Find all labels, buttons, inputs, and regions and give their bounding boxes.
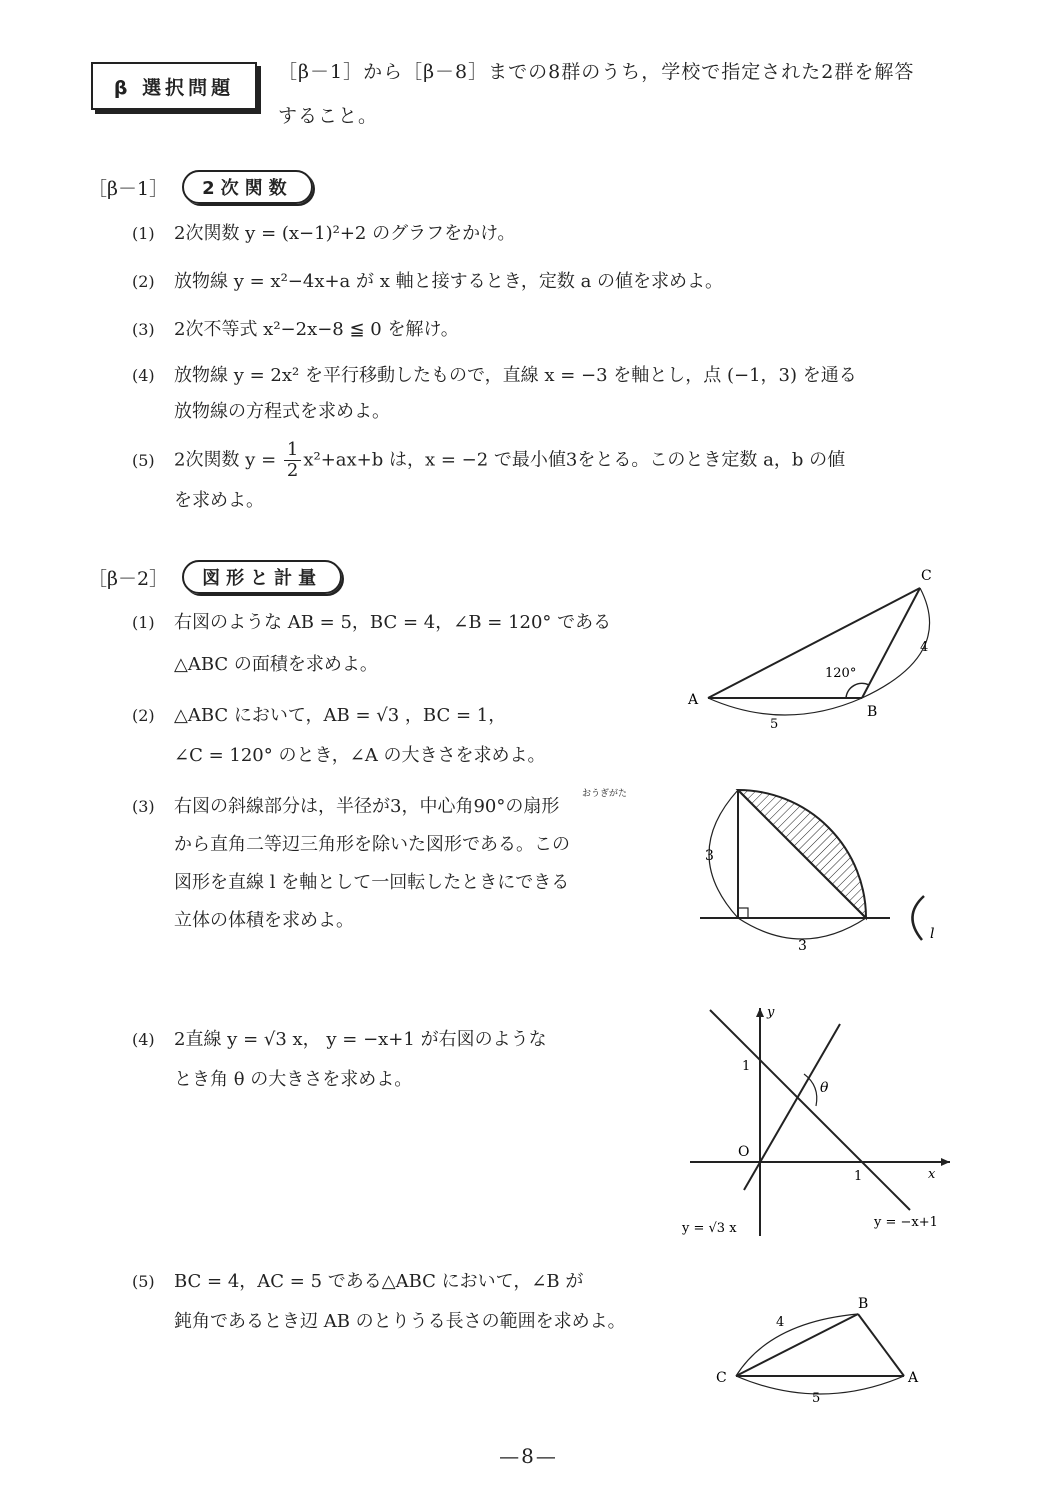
y-axis-arrow — [756, 1008, 764, 1017]
group1-label: ［β－1］ — [88, 177, 169, 200]
angle-label: 120° — [825, 666, 857, 681]
section-label-box — [91, 62, 257, 110]
problem-text: 右図の斜線部分は，半径が3，中心角90°の扇形 — [174, 796, 560, 817]
problem-number: (2) — [132, 706, 155, 725]
group2-label: ［β－2］ — [88, 567, 169, 590]
problem-text-cont: 鈍角であるとき辺 AB のとりうる長さの範囲を求めよ。 — [174, 1311, 626, 1332]
label-a: A — [908, 1370, 919, 1386]
problem-number: (5) — [132, 450, 155, 470]
problem-number: (4) — [132, 366, 155, 385]
problem-number: (1) — [132, 224, 155, 243]
problem-text-cont: を求めよ。 — [174, 490, 264, 511]
section-label: β 選択問題 — [113, 76, 235, 99]
g1-problem-3 — [132, 312, 459, 348]
intro-line-1: ［β－1］から［β－8］までの8群のうち，学校で指定された2群を解答 — [278, 61, 915, 83]
problem-text-cont: 立体の体積を求めよ。 — [174, 910, 354, 931]
problem-text-cont: 放物線の方程式を求めよ。 — [174, 401, 390, 422]
fraction-denominator: 2 — [286, 460, 299, 481]
line2-label: y = −x+1 — [874, 1215, 938, 1230]
label-c: C — [716, 1370, 727, 1386]
intro-text — [278, 50, 978, 138]
fraction — [284, 440, 301, 481]
side-vertical-label: 3 — [705, 848, 714, 864]
figure-triangle-abc — [670, 560, 960, 740]
x-intercept-label: 1 — [854, 1169, 863, 1184]
problem-text: BC = 4，AC = 5 である△ABC において，∠B が — [174, 1271, 584, 1292]
problem-text-b: x²+ax+b は，x = −2 で最小値3をとる。このとき定数 a，b の値 — [303, 449, 846, 471]
problem-text: 放物線 y = x²−4x+a が x 軸と接するとき，定数 a の値を求めよ。 — [174, 271, 724, 292]
problem-text: 放物線 y = 2x² を平行移動したもので，直線 x = −3 を軸とし，点 (−1，3) を通る — [174, 365, 857, 386]
intro-line-2: すること。 — [278, 105, 379, 127]
problem-number: (3) — [132, 320, 155, 339]
x-axis-label: x — [928, 1167, 936, 1182]
figure-two-lines — [670, 998, 970, 1243]
problem-text: 2直線 y = √3 x， y = −x+1 が右図のような — [174, 1029, 547, 1050]
problem-text-cont: ∠C = 120° のとき，∠A の大きさを求めよ。 — [174, 745, 546, 766]
side-bc-label: 4 — [920, 640, 929, 655]
group1-heading — [88, 170, 313, 204]
g2-problem-1 — [132, 602, 611, 686]
g2-problem-4 — [132, 1020, 547, 1100]
g2-problem-3 — [132, 788, 570, 940]
label-b: B — [858, 1296, 869, 1312]
group2-heading — [88, 560, 342, 594]
theta-label: θ — [820, 1080, 829, 1096]
g1-problem-5 — [132, 440, 845, 521]
problem-text: 2次関数 y = (x−1)²+2 のグラフをかけ。 — [174, 223, 516, 244]
side-ab-label: 5 — [770, 717, 779, 732]
problem-text: △ABC において，AB = √3 ，BC = 1， — [174, 705, 507, 726]
ruby-reading: おうぎがた — [582, 789, 628, 799]
side-bc-label: 4 — [776, 1315, 785, 1330]
group2-title: 図形と計量 — [182, 560, 342, 594]
page-number: —8— — [499, 1444, 558, 1468]
problem-number: (5) — [132, 1272, 155, 1291]
problem-text-cont: 図形を直線 l を軸として一回転したときにできる — [174, 872, 570, 893]
problem-number: (1) — [132, 613, 155, 632]
g1-problem-4 — [132, 358, 857, 430]
problem-text: 右図のような AB = 5，BC = 4，∠B = 120° である — [174, 612, 612, 633]
label-a: A — [688, 692, 699, 708]
x-axis-arrow — [941, 1158, 950, 1166]
label-c: C — [921, 568, 932, 584]
origin-label: O — [738, 1144, 750, 1160]
problem-text-cont: とき角 θ の大きさを求めよ。 — [174, 1069, 413, 1090]
g2-problem-5 — [132, 1262, 626, 1342]
problem-number: (3) — [132, 797, 155, 816]
axis-l-label: l — [930, 926, 935, 942]
problem-text-a: 2次関数 y = — [174, 449, 282, 471]
problem-text-cont: △ABC の面積を求めよ。 — [174, 654, 378, 675]
side-ac-label: 5 — [812, 1391, 821, 1406]
group1-title: 2次関数 — [182, 170, 313, 204]
problem-text-cont: から直角二等辺三角形を除いた図形である。この — [174, 834, 570, 855]
g2-problem-2 — [132, 696, 546, 776]
line1-label: y = √3 x — [682, 1221, 737, 1236]
problem-text: 2次不等式 x²−2x−8 ≦ 0 を解け。 — [174, 319, 459, 340]
problem-number: (2) — [132, 272, 155, 291]
figure-obtuse-triangle — [700, 1290, 940, 1420]
problem-number: (4) — [132, 1030, 155, 1049]
g1-problem-1 — [132, 216, 515, 252]
y-intercept-label: 1 — [742, 1059, 751, 1074]
fraction-numerator: 1 — [284, 440, 301, 461]
side-horizontal-label: 3 — [798, 938, 807, 954]
y-axis-label: y — [767, 1005, 775, 1020]
g1-problem-2 — [132, 264, 723, 300]
label-b: B — [867, 704, 878, 720]
figure-sector — [690, 780, 950, 960]
